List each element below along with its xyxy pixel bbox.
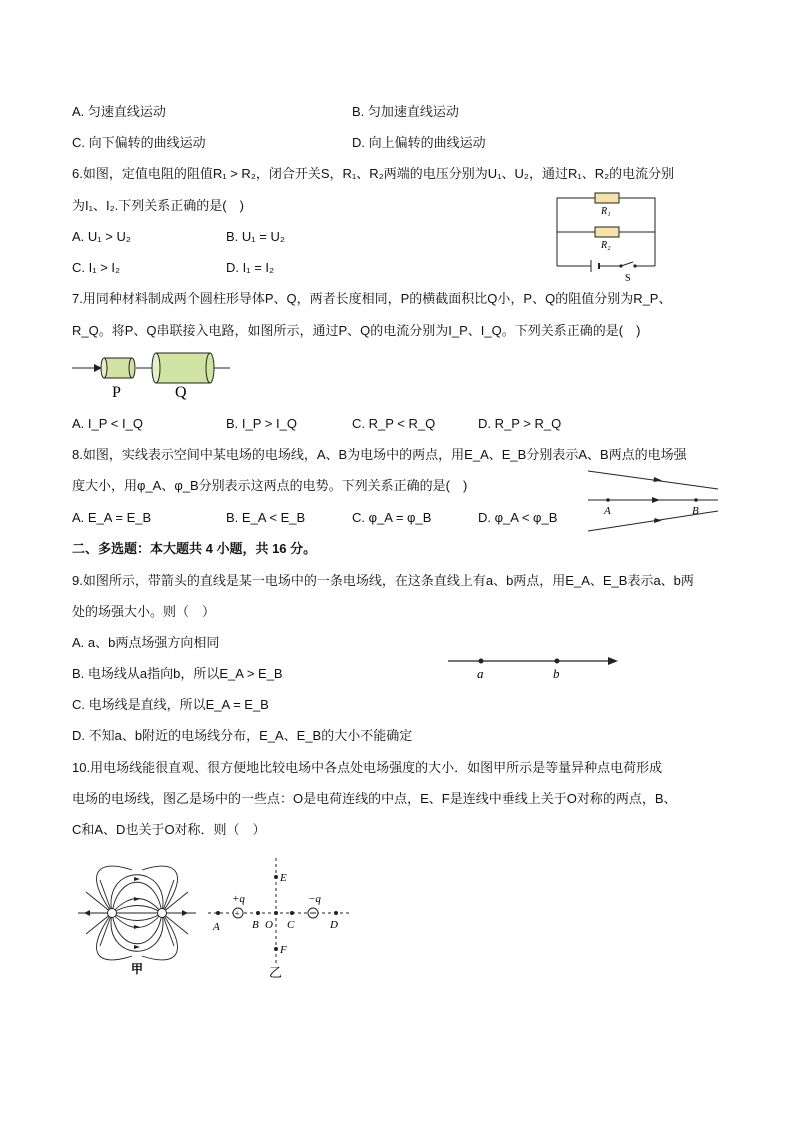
q5-option-b: B. 匀加速直线运动	[352, 104, 459, 119]
q9-option-b: B. 电场线从a指向b，所以E_A > E_B	[72, 666, 283, 681]
resistor-r1	[595, 193, 619, 203]
svg-text:+: +	[234, 908, 240, 919]
q5-option-a: A. 匀速直线运动	[72, 104, 166, 119]
q8-stem-line1: 8.如图，实线表示空间中某电场的电场线，A、B为电场中的两点，用E_A、E_B分别表示A、B两点的电场强	[72, 447, 687, 462]
q6-option-d: D. I₁ = I₂	[226, 260, 275, 275]
conductor-p	[101, 358, 135, 378]
q7-option-c: C. R_P < R_Q	[352, 416, 436, 431]
arrow-icon	[134, 945, 140, 949]
arrow-icon	[84, 910, 90, 916]
figure-yi-label: 乙	[269, 965, 283, 980]
q8-option-d: D. φ_A < φ_B	[478, 510, 558, 525]
point-b-label: b	[553, 666, 560, 681]
q8-option-c: C. φ_A = φ_B	[352, 510, 432, 525]
point-a	[479, 659, 484, 664]
q10-stem-line2: 电场的电场线，图乙是场中的一些点：O是电荷连线的中点，E、F是连线中垂线上关于O对称的两点，B、	[72, 791, 677, 806]
q9-option-c: C. 电场线是直线，所以E_A = E_B	[72, 697, 269, 712]
point-a	[216, 911, 220, 915]
q9-stem-line2: 处的场强大小。则（ ）	[72, 604, 216, 619]
point-a-label: A	[604, 505, 611, 517]
arrow-icon	[652, 497, 660, 503]
q9-stem-line1: 9.如图所示，带箭头的直线是某一电场中的一条电场线，在这条直线上有a、b两点，用E_A、E_B表示a、b两	[72, 573, 694, 588]
q-label: Q	[175, 384, 187, 401]
negative-charge-icon	[158, 909, 167, 918]
point-o-label: O	[265, 919, 273, 931]
r2-label: R₂	[601, 240, 611, 251]
point-d-label: D	[330, 919, 338, 931]
resistor-r2	[595, 227, 619, 237]
q8-stem-line2: 度大小，用φ_A、φ_B分别表示这两点的电势。下列关系正确的是( )	[72, 478, 468, 493]
figure-jia-label: 甲	[131, 962, 144, 976]
point-o	[274, 911, 278, 915]
point-b-label: B	[252, 919, 259, 931]
point-f-label: F	[280, 944, 287, 956]
q10-dipole-field-diagram	[76, 868, 198, 978]
r1-label: R₁	[601, 206, 611, 217]
switch-label: S	[625, 273, 631, 284]
q10-points-diagram	[206, 856, 354, 980]
q7-option-b: B. I_P > I_Q	[226, 416, 297, 431]
q6-circuit-diagram	[555, 186, 659, 284]
point-b-label: B	[692, 505, 699, 517]
point-b	[694, 498, 698, 502]
q8-field-lines-diagram	[586, 468, 720, 534]
point-a-label: A	[213, 921, 220, 933]
point-a-label: a	[477, 666, 484, 681]
point-c-label: C	[287, 919, 295, 931]
q10-stem-line1: 10.用电场线能很直观、很方便地比较电场中各点处电场强度的大小．如图甲所示是等量异种点电荷形成	[72, 760, 663, 775]
q5-option-d: D. 向上偏转的曲线运动	[352, 135, 486, 150]
charge-minus-label: −q	[308, 893, 321, 905]
q7-conductor-diagram	[72, 348, 234, 400]
q10-stem-line3: C和A、D也关于O对称．则（ ）	[72, 822, 266, 837]
point-e	[274, 875, 278, 879]
point-b	[555, 659, 560, 664]
q9-option-d: D. 不知a、b附近的电场线分布，E_A、E_B的大小不能确定	[72, 728, 413, 743]
point-a	[606, 498, 610, 502]
arrow-icon	[134, 925, 140, 929]
q9-field-line-diagram	[446, 650, 620, 680]
q6-stem-line1: 6.如图，定值电阻的阻值R₁ > R₂，闭合开关S，R₁、R₂两端的电压分别为U₁、U₂，通过R₁、R₂的电流分别	[72, 166, 675, 181]
field-line-top	[588, 471, 718, 489]
arrow-icon	[134, 897, 140, 901]
q7-option-d: D. R_P > R_Q	[478, 416, 562, 431]
q6-option-c: C. I₁ > I₂	[72, 260, 121, 275]
section-heading: 二、多选题：本大题共 4 小题，共 16 分。	[72, 541, 317, 556]
q7-stem-line2: R_Q。将P、Q串联接入电路，如图所示，通过P、Q的电流分别为I_P、I_Q。下列关系正确的是( )	[72, 323, 641, 338]
q6-stem-line2: 为I₁、I₂.下列关系正确的是( )	[72, 198, 244, 213]
switch-icon	[619, 264, 622, 267]
q8-option-a: A. E_A = E_B	[72, 510, 152, 525]
arrow-icon	[654, 518, 662, 523]
positive-charge-icon	[108, 909, 117, 918]
conductor-q	[152, 353, 214, 383]
point-f	[274, 947, 278, 951]
arrow-icon	[134, 877, 140, 881]
q6-option-b: B. U₁ = U₂	[226, 229, 285, 244]
p-label: P	[112, 384, 121, 401]
q6-option-a: A. U₁ > U₂	[72, 229, 131, 244]
point-e-label: E	[280, 872, 287, 884]
q9-option-a: A. a、b两点场强方向相同	[72, 635, 220, 650]
charge-plus-label: +q	[232, 893, 245, 905]
q5-option-c: C. 向下偏转的曲线运动	[72, 135, 206, 150]
q7-stem-line1: 7.用同种材料制成两个圆柱形导体P、Q，两者长度相同，P的横截面积比Q小，P、Q的阻值分别为R_P、	[72, 291, 672, 306]
point-b	[256, 911, 260, 915]
point-d	[334, 911, 338, 915]
arrow-icon	[182, 910, 188, 916]
battery-icon	[591, 260, 599, 272]
arrow-icon	[608, 657, 618, 665]
q7-option-a: A. I_P < I_Q	[72, 416, 143, 431]
point-c	[290, 911, 294, 915]
q8-option-b: B. E_A < E_B	[226, 510, 306, 525]
